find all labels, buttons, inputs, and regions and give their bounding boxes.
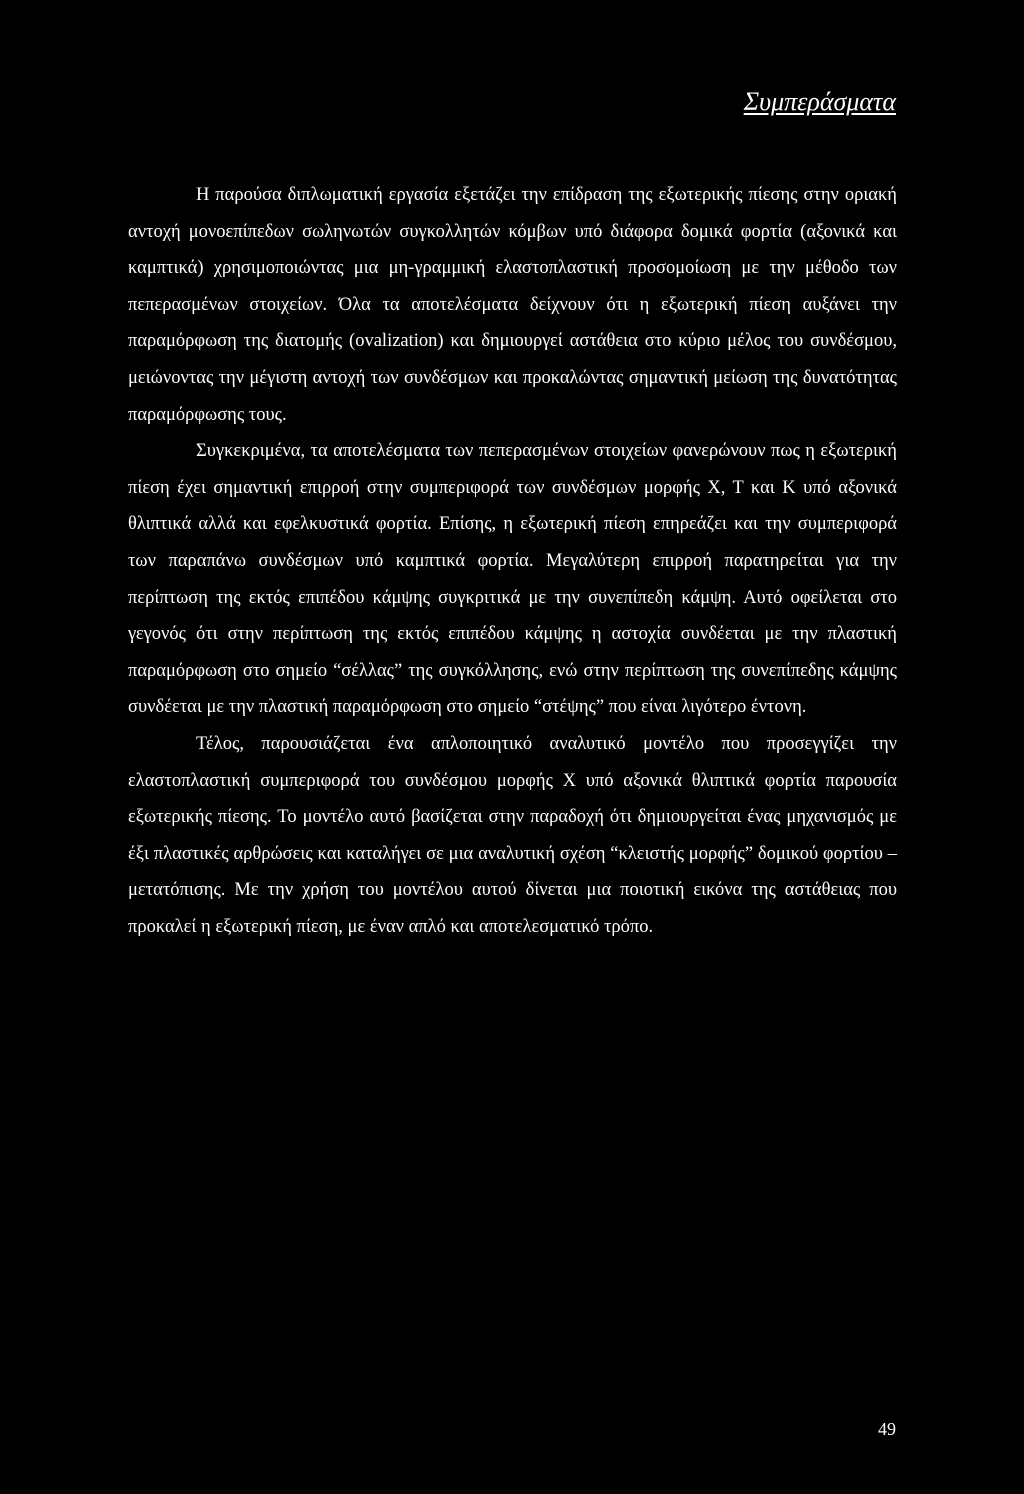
paragraph-1: Η παρούσα διπλωματική εργασία εξετάζει την επίδραση της εξωτερικής πίεσης στην οριακή αντοχή μονοεπίπεδων σωληνωτών συγκολλητών κόμβων υπό διάφορα δομικά φορτία (αξονικά και καμπτικά) χρησιμοποιώντας μια μη-γραμμική ελαστοπλαστική προσομοίωση με την μέθοδο των πεπερασμένων στοιχείων. Όλα τα αποτελέσματα δείχνουν ότι η εξωτερική πίεση αυξάνει την παραμόρφωση της διατομής (ovalization) και δημιουργεί αστάθεια στο κύριο μέλος του συνδέσμου, μειώνοντας την μέγιστη αντοχή των συνδέσμων και προκαλώντας σημαντική μείωση της δυνατότητας παραμόρφωσης τους. bbox=[128, 185, 897, 425]
page-number: 49 bbox=[878, 1419, 896, 1439]
paragraph-2: Συγκεκριμένα, τα αποτελέσματα των πεπερασμένων στοιχείων φανερώνουν πως η εξωτερική πίεση έχει σημαντική επιρροή στην συμπεριφορά των συνδέσμων μορφής Χ, Τ και Κ υπό αξονικά θλιπτικά αλλά και εφελκυστικά φορτία. Επίσης, η εξωτερική πίεση επηρεάζει και την συμπεριφορά των παραπάνω συνδέσμων υπό καμπτικά φορτία. Μεγαλύτερη επιρροή παρατηρείται για την περίπτωση της εκτός επιπέδου κάμψης συγκριτικά με την συνεπίπεδη κάμψη. Αυτό οφείλεται στο γεγονός ότι στην περίπτωση της εκτός επιπέδου κάμψης η αστοχία συνδέεται με την πλαστική παραμόρφωση στο σημείο “σέλλας” της συγκόλλησης, ενώ στην περίπτωση της συνεπίπεδης κάμψης συνδέεται με την πλαστική παραμόρφωση στο σημείο “στέψης” που είναι λιγότερο έντονη. bbox=[128, 441, 897, 718]
paragraph-3: Τέλος, παρουσιάζεται ένα απλοποιητικό αναλυτικό μοντέλο που προσεγγίζει την ελαστοπλαστική συμπεριφορά του συνδέσμου μορφής Χ υπό αξονικά θλιπτικά φορτία παρουσία εξωτερικής πίεσης. Το μοντέλο αυτό βασίζεται στην παραδοχή ότι δημιουργείται ένας μηχανισμός με έξι πλαστικές αρθρώσεις και καταλήγει σε μια αναλυτική σχέση “κλειστής μορφής” δομικού φορτίου – μετατόπισης. Με την χρήση του μοντέλου αυτού δίνεται μια ποιοτική εικόνα της αστάθειας που προκαλεί η εξωτερική πίεση, με έναν απλό και αποτελεσματικό τρόπο. bbox=[128, 733, 897, 937]
section-heading: Συμπεράσματα bbox=[743, 87, 896, 116]
body-text bbox=[128, 177, 897, 945]
